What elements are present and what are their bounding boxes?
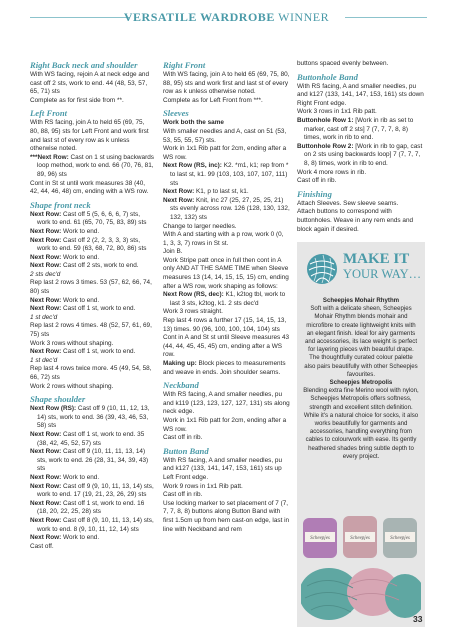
pattern-line <box>163 491 290 500</box>
instruction-text: Cont in St st until work measures 38 (40, 42, 44, 46, 48) cm, ending with a WS row. <box>30 179 149 196</box>
pattern-line <box>30 71 155 97</box>
section-heading: Shape front neck <box>30 199 91 210</box>
pattern-line <box>297 169 425 178</box>
yarn1-text: Soft with a delicate sheen, Scheepjes Mohair Rhythm blends mohair and microfibre to create lightweight knits with an elegant finish. Ideal for airy garments and accessories, its lace weight is perfect for layering pieces with beautiful drape. The thoughtfully curated colour palette also pairs beautifully with other Scheepjes favourites. <box>304 305 418 378</box>
instruction-text: Rep last 2 rows 4 times. 48 (52, 57, 61, 69, 75) sts <box>30 322 152 339</box>
row-label: Work both the same <box>163 119 224 127</box>
yarn-balls <box>301 568 421 620</box>
column-2 <box>163 60 290 534</box>
instruction-text: With RS facing, A and smaller needles, pu and k127 (133, 141, 147, 153, 161) sts down Right Front edge. <box>297 82 424 107</box>
header-title-bold: VERSATILE WARDROBE <box>123 10 275 24</box>
pattern-line <box>30 483 155 500</box>
row-label: Next Row: <box>163 196 195 204</box>
instruction-text: With WS facing, join A to held 65 (69, 75, 80, 88, 95) sts and work first and last st of every row as k unless otherwise noted. <box>163 71 290 96</box>
yarn-skeins-image <box>301 512 421 624</box>
instruction-text: Cast off 2 (2, 2, 3, 3, 3) sts, work to end. 59 (63, 68, 72, 80, 86) sts <box>37 236 147 253</box>
instruction-text: With RS facing, join A to held 65 (69, 75, 80, 88, 95) sts for Left Front and work first and last st of every row as k unless otherwise noted. <box>30 119 149 153</box>
instruction-text: Work 2 rows without shaping. <box>30 382 114 390</box>
instruction-text: Cont in A and St st until Sleeve measures 43 (44, 44, 45, 45, 45) cm, ending after a WS row. <box>163 334 290 359</box>
skein-purple <box>303 518 337 558</box>
pattern-line <box>30 500 155 517</box>
box-title-line1: MAKE IT <box>343 251 410 267</box>
instruction-text: Join B. <box>163 248 183 256</box>
skein-label-1: Scheepjes <box>310 536 330 541</box>
pattern-line <box>30 534 155 543</box>
instruction-text: Work to end. <box>61 534 100 542</box>
stitch-count-note: 1 st dec'd <box>30 356 58 364</box>
pattern-line <box>30 254 155 263</box>
pattern-line <box>297 177 425 186</box>
pattern-line <box>30 271 155 280</box>
instruction-text: Work to end. <box>61 227 100 235</box>
pattern-line <box>163 360 290 377</box>
row-label: Next Row: <box>30 534 62 542</box>
instruction-text: With WS facing, rejoin A at neck edge and cast off 2 sts, work to end. 44 (48, 53, 57, 65, 71) sts <box>30 71 150 96</box>
instruction-text: K1, p to last st, k1. <box>194 188 249 196</box>
pattern-line <box>163 457 290 483</box>
pattern-line <box>30 154 155 180</box>
row-label: Next Row: <box>30 305 62 313</box>
pattern-line <box>163 197 290 223</box>
stitch-count-note: 2 sts dec'd <box>30 270 61 278</box>
instruction-text: Rep last 2 rows 3 times. 53 (57, 62, 66, 74, 80) sts <box>30 279 152 296</box>
box-title <box>343 252 421 281</box>
section-heading: Right Front <box>163 60 206 70</box>
instruction-text: Cast off 5 (5, 6, 6, 6, 7) sts, work to end. 61 (65, 70, 75, 83, 89) sts <box>37 210 147 227</box>
instruction-text: Complete as for Left Front from ***. <box>163 96 263 104</box>
instruction-text: Cast off in rib. <box>163 434 203 442</box>
instruction-text: Work 3 rows in 1x1 Rib patt. <box>297 108 377 116</box>
instruction-text: Cast off 8 (9, 10, 11, 13, 14) sts, work to end. 8 (9, 10, 11, 12, 14) sts <box>37 516 154 533</box>
instruction-text: [Work in rib as set to marker, cast off 2 sts] 7 (7, 7, 7, 8, 8) times, work in rib to end. <box>304 116 414 142</box>
pattern-line <box>30 180 155 197</box>
pattern-line <box>30 97 155 106</box>
instruction-text: K2. *m1, k1; rep from * to last st, k1. 99 (103, 103, 107, 107, 111) sts <box>170 162 289 187</box>
pattern-line <box>297 117 425 143</box>
row-label: Next Row: <box>30 448 62 456</box>
instruction-text: Cast on 1 st using backwards loop method, work to end. 66 (70, 76, 81, 89, 96) sts <box>37 153 154 178</box>
pattern-line <box>30 383 155 392</box>
instruction-text: Change to larger needles. <box>163 222 237 230</box>
make-it-your-way-box <box>297 242 425 627</box>
pattern-line <box>30 228 155 237</box>
pattern-line <box>30 365 155 382</box>
row-label: Next Row: <box>30 296 62 304</box>
pattern-line <box>30 262 155 271</box>
header-title-rest: WINNER <box>274 10 330 24</box>
instruction-text: Cast off 9 (10, 11, 12, 13, 14) sts, work to end. 36 (39, 43, 46, 53, 58) sts <box>37 405 150 430</box>
instruction-text: Cast off 1 st, work to end. 35 (38, 42, 45, 52, 57) sts <box>37 430 145 447</box>
section-heading: Sleeves <box>163 108 189 119</box>
pattern-line <box>163 248 290 257</box>
row-label: Next Row: <box>30 516 62 524</box>
pattern-line <box>30 237 155 254</box>
instruction-text: With RS facing, A and smaller needles, pu and k127 (133, 141, 147, 153, 161) sts up Left Front edge. <box>163 456 282 481</box>
instruction-text: K1, k2tog tbl, work to last 3 sts, k2tog, k1. 2 sts dec'd <box>170 291 286 307</box>
pattern-line <box>297 108 425 117</box>
pattern-line <box>163 71 290 97</box>
instruction-text: Cast off 1 st, work to end. 16 (18, 20, 22, 25, 28) sts <box>37 499 145 516</box>
pattern-line <box>30 340 155 349</box>
section-heading: Right Back neck and shoulder <box>30 60 138 70</box>
instruction-text: Cast off 1 st, work to end. <box>61 348 136 356</box>
instruction-text: Work 4 more rows in rib. <box>297 168 367 176</box>
instruction-text: Attach Sleeves. Sew sleeve seams. <box>297 199 399 207</box>
pattern-line <box>163 391 290 417</box>
instruction-text: With smaller needles and A, cast on 51 (53, 53, 55, 55, 57) sts. <box>163 127 287 144</box>
yarn2-heading: Scheepjes Metropolis <box>329 379 393 387</box>
instruction-text: Work 3 rows straight. <box>163 308 223 316</box>
pattern-line <box>163 500 290 534</box>
row-label: Next Row: <box>30 482 62 490</box>
skein-mauve <box>343 516 377 558</box>
pattern-line <box>30 543 155 552</box>
pattern-line <box>297 143 425 169</box>
section-heading: Buttonhole Band <box>297 71 358 82</box>
pattern-line <box>30 211 155 228</box>
instruction-text: Work to end. <box>61 253 100 261</box>
pattern-line <box>30 305 155 314</box>
pattern-line <box>30 314 155 323</box>
instruction-text: Work 3 rows without shaping. <box>30 339 114 347</box>
row-label: Buttonhole Row 2: <box>297 142 354 150</box>
row-label: Next Row: <box>30 348 62 356</box>
instruction-text: Cast off 9 (10, 11, 11, 13, 14) sts, work to end. 26 (28, 31, 34, 39, 43) sts <box>37 448 149 473</box>
skein-grey <box>383 518 417 558</box>
pattern-line <box>163 417 290 434</box>
pattern-line <box>30 119 155 153</box>
yarn-ball-icon <box>305 252 339 286</box>
instruction-text: Cast off. <box>30 542 54 550</box>
instruction-text: With RS facing, A and smaller needles, pu and k119 (123, 123, 127, 127, 131) sts along neck edge. <box>163 391 290 416</box>
pattern-line <box>163 119 290 128</box>
skein-label-2: Scheepjes <box>350 536 370 541</box>
pattern-line <box>30 405 155 431</box>
instruction-text: buttons spaced evenly between. <box>297 60 389 67</box>
page-number: 33 <box>413 614 423 624</box>
pattern-line <box>30 448 155 474</box>
pattern-line <box>30 517 155 534</box>
row-label: Next Row: <box>30 227 62 235</box>
instruction-text: [Work in rib to gap, cast on 2 sts using backwards loop] 7 (7, 7, 7, 8, 8) times, work in rib to end. <box>304 142 423 167</box>
pattern-line <box>163 231 290 248</box>
pattern-line <box>163 188 290 197</box>
row-label: Making up: <box>163 360 197 367</box>
instruction-text: Rep last 4 rows a further 17 (15, 14, 15, 13, 13) times. 90 (96, 100, 100, 104, 104) sts <box>163 317 287 333</box>
stitch-count-note: 1 st dec'd <box>30 313 58 321</box>
pattern-line <box>163 317 290 334</box>
section-heading: Button Band <box>163 445 209 456</box>
pattern-line <box>297 60 425 69</box>
row-label: Next Row: <box>30 499 62 507</box>
row-label: Next Row (RS): <box>30 405 77 413</box>
section-heading: Left Front <box>30 108 68 119</box>
row-label: ***Next Row: <box>30 153 69 161</box>
pattern-line <box>30 297 155 306</box>
instruction-text: Attach buttons to correspond with buttonholes. Weave in any rem ends and block again if desired. <box>297 208 414 233</box>
row-label: Next Row (RS, dec): <box>163 291 224 299</box>
instruction-text: Cast off 9 (9, 10, 11, 13, 14) sts, work to end. 17 (19, 21, 23, 26, 29) sts <box>37 482 154 499</box>
section-heading: Shape shoulder <box>30 394 86 405</box>
box-title-line2: YOUR WAY… <box>343 267 422 281</box>
instruction-text: Rep last 4 rows twice more. 45 (49, 54, 58, 66, 72) sts <box>30 365 152 381</box>
pattern-line <box>163 97 290 106</box>
pattern-line <box>30 279 155 296</box>
pattern-line <box>163 308 290 317</box>
instruction-text: Work in 1x1 Rib patt for 2cm, ending after a WS row. <box>163 416 287 433</box>
row-label: Buttonhole Row 1: <box>297 116 354 124</box>
row-label: Next Row: <box>30 210 62 218</box>
pattern-line <box>163 257 290 291</box>
skein-label-3: Scheepjes <box>390 536 410 541</box>
instruction-text: Work to end. <box>61 296 100 304</box>
instruction-text: With A and starting with a p row, work 0 (0, 1, 3, 3, 7) rows in St st. <box>163 231 284 247</box>
column-1 <box>30 60 155 551</box>
page-header <box>0 0 453 36</box>
instruction-text: Work to end. <box>61 473 100 481</box>
section-heading: Finishing <box>297 188 332 199</box>
instruction-text: Complete as for first side from **. <box>30 96 124 104</box>
header-rule-right <box>345 17 427 18</box>
pattern-line <box>163 291 290 308</box>
row-label: Next Row: <box>30 430 62 438</box>
yarn1-heading: Scheepjes Mohair Rhythm <box>322 297 400 304</box>
instruction-text: Work 9 rows in 1x1 Rib patt. <box>163 482 243 490</box>
row-label: Next Row: <box>163 188 195 196</box>
instruction-text: Use locking marker to set placement of 7 (7, 7, 7, 8, 8) buttons along Button Band with first 1.5cm up from hem cast-on edge, last in line with Neckband and rem <box>163 499 290 533</box>
instruction-text: Work Stripe patt once in full then cont in A only AND AT THE SAME TIME when Sleeve measures 13 (14, 14, 15, 15, 15) cm, ending after a WS row, work shaping as follows: <box>163 256 289 290</box>
instruction-text: Cast off 1 st, work to end. <box>61 305 136 313</box>
pattern-line <box>163 483 290 492</box>
instruction-text: Block pieces to measurements and weave in ends. Join shoulder seams. <box>163 360 286 376</box>
pattern-line <box>163 223 290 232</box>
pattern-line <box>30 348 155 357</box>
section-heading: Neckband <box>163 380 199 391</box>
row-label: Next Row: <box>30 253 62 261</box>
pattern-line <box>163 334 290 360</box>
pattern-line <box>163 434 290 443</box>
pattern-line <box>297 200 425 209</box>
row-label: Next Row: <box>30 236 62 244</box>
pattern-line <box>30 322 155 339</box>
column-3 <box>297 60 425 234</box>
pattern-line <box>163 162 290 188</box>
instruction-text: Cast off in rib. <box>163 491 203 499</box>
yarn2-text: Blending extra fine Merino wool with nylon, Scheepjes Metropolis offers softness, strength and excellent stitch definition. While it's a natural choice for socks, it also works beautifully for garments and accessories, handling everything from cables to colourwork with ease. Its gently heathered shades bring subtle depth to every project. <box>303 387 419 460</box>
pattern-line <box>163 128 290 145</box>
row-label: Next Row: <box>30 262 62 270</box>
pattern-line <box>30 431 155 448</box>
pattern-line <box>297 208 425 234</box>
pattern-line <box>297 83 425 109</box>
instruction-text: Cast off in rib. <box>297 177 337 185</box>
instruction-text: Work in 1x1 Rib patt for 2cm, ending after a WS row. <box>163 145 287 161</box>
pattern-line <box>30 357 155 366</box>
instruction-text: Knit, inc 27 (25, 27, 25, 25, 21) sts evenly across row. 126 (128, 130, 132, 132, 132) sts <box>170 196 290 221</box>
instruction-text: Cast off 2 sts, work to end. <box>61 262 139 270</box>
pattern-line <box>163 145 290 162</box>
pattern-line <box>30 474 155 483</box>
box-text <box>303 297 419 461</box>
row-label: Next Row (RS, inc): <box>163 162 222 170</box>
row-label: Next Row: <box>30 473 62 481</box>
